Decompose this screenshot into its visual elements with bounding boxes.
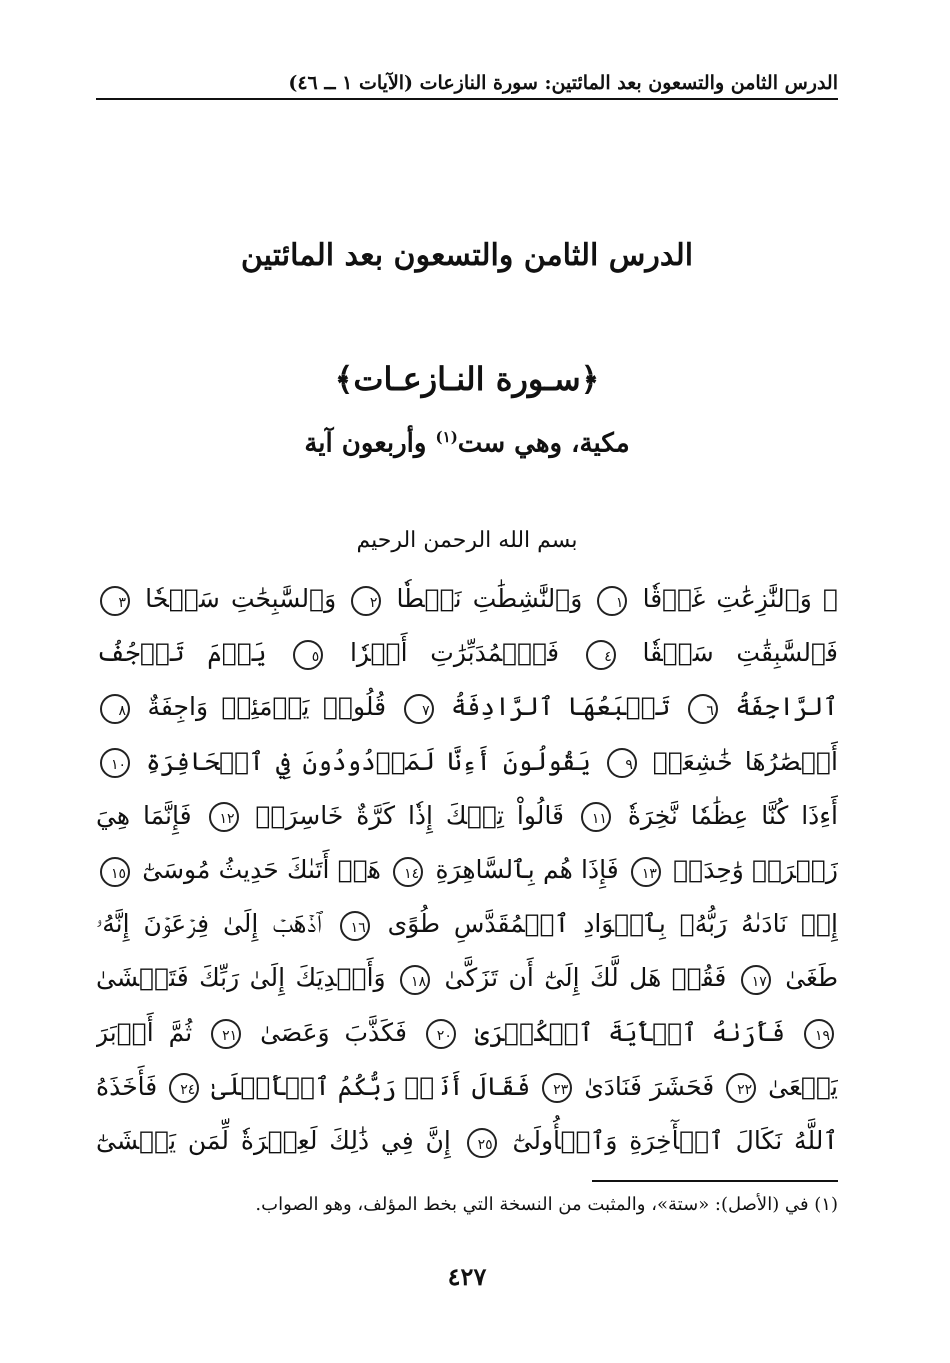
verse-text: وَٱلسَّٰبِحَٰتِ سَبۡحٗا [134,584,337,613]
verse-text: يَوۡمَ تَرۡجُفُ ٱلرَّاجِفَةُ [96,638,838,722]
ayah-number-marker: ١٩ [804,1019,834,1049]
verse-text: فَقُلۡ هَل لَّكَ إِلَىٰٓ أَن تَزَكَّىٰ [434,963,727,993]
verse-text: هَلۡ أَتَىٰكَ حَدِيثُ مُوسَىٰٓ [134,855,381,885]
verse-text: ﴿ وَٱلنَّٰزِعَٰتِ غَرۡقٗا [631,584,838,613]
ayah-number-marker: ٣ [100,586,130,616]
surah-info-suffix: وأربعون آية [304,428,427,459]
ayah-number-marker: ٥ [293,640,323,670]
surah-info-prefix: مكية، وهي ست [457,428,630,459]
verse-text: فَإِنَّمَا هِيَ زَجۡرَةٞ وَٰحِدَةٞ [96,800,838,885]
verse-text: وَأَهۡدِيَكَ إِلَىٰ رَبِّكَ فَتَخۡشَىٰ [96,963,386,993]
ayah-number-marker: ٤ [586,640,616,670]
footnote-divider [592,1180,838,1182]
ayah-number-marker: ١٣ [631,857,661,887]
ayah-number-marker: ١٦ [340,911,370,941]
ayah-number-marker: ٧ [404,694,434,724]
verse-text: فَكَذَّبَ وَعَصَىٰ [245,1017,407,1047]
ayah-number-marker: ١٤ [393,857,423,887]
ayah-number-marker: ٦ [688,694,718,724]
ayah-number-marker: ١٢ [209,802,239,832]
verse-text: إِنَّ فِي ذَٰلِكَ لَعِبۡرَةٗ لِّمَن يَخۡشَىٰٓ [96,1126,451,1156]
ayah-number-marker: ٢٥ [467,1128,497,1158]
verse-text: فَٱلسَّٰبِقَٰتِ سَبۡقٗا [619,638,838,668]
verse-text: فَقَالَ أَنَا۠ رَبُّكُمُ ٱلۡأَعۡلَىٰ [203,1071,531,1101]
ayah-number-marker: ٢٢ [726,1073,756,1103]
verse-text: أَبۡصَٰرُهَا خَٰشِعَةٞ [640,746,838,776]
ayah-number-marker: ٢٤ [169,1073,199,1103]
verse-text: يَقُولُونَ أَءِنَّا لَمَرۡدُودُونَ فِي ٱلۡحَافِرَةِ [134,746,591,776]
verse-text: فَحَشَرَ فَنَادَىٰ [576,1071,715,1101]
verse-text: ثُمَّ أَدۡبَرَ يَسۡعَىٰ [96,1017,838,1101]
footnote-reference[interactable]: (١) [435,428,458,446]
verse-text: فَإِذَا هُم بِٱلسَّاهِرَةِ [427,855,619,885]
verse-text: تَتۡبَعُهَا ٱلرَّادِفَةُ [437,692,671,722]
verse-text: فَأَخَذَهُ ٱللَّهُ نَكَالَ ٱلۡأٓخِرَةِ وَٱلۡأُولَىٰٓ [96,1071,838,1156]
ayah-number-marker: ١ [597,586,627,616]
ayah-number-marker: ١٥ [100,857,130,887]
ayah-number-marker: ١٨ [400,965,430,995]
basmala: بسم الله الرحمن الرحيم [356,528,578,553]
ayah-number-marker: ٨ [100,694,130,724]
surah-info [96,428,838,459]
verse-text: فَٱلۡمُدَبِّرَٰتِ أَمۡرٗا [327,638,560,668]
verse-text: أَءِذَا كُنَّا عِظَٰمٗا نَّخِرَةٗ [614,800,838,830]
verse-text: قَالُواْ تِلۡكَ إِذٗا كَرَّةٌ خَاسِرَةٞ [242,800,564,830]
verse-text: فَأَرَىٰهُ ٱلۡأٓيَةَ ٱلۡكُبۡرَىٰ [459,1017,786,1047]
ayah-number-marker: ١٠ [100,748,130,778]
ayah-number-marker: ٢ [351,586,381,616]
verse-text: قُلُوبٞ يَوۡمَئِذٖ وَاجِفَةٌ [134,692,387,722]
ayah-number-marker: ٢٠ [426,1019,456,1049]
footnote: (١) في (الأصل): «ستة»، والمثبت من النسخة التي بخط المؤلف، وهو الصواب. [255,1194,838,1215]
verse-text: وَٱلنَّٰشِطَٰتِ نَشۡطٗا [385,584,583,613]
verse-text: إِذۡ نَادَىٰهُ رَبُّهُۥ بِٱلۡوَادِ ٱلۡمُقَدَّسِ طُوًى [373,909,838,939]
quran-verses [96,572,838,1162]
ayah-number-marker: ١١ [581,802,611,832]
page-number: ٤٢٧ [447,1262,487,1291]
lesson-title: الدرس الثامن والتسعون بعد المائتين [240,238,694,273]
ayah-number-marker: ٢٣ [542,1073,572,1103]
ayah-number-marker: ١٧ [741,965,771,995]
ayah-number-marker: ٢١ [211,1019,241,1049]
running-header: الدرس الثامن والتسعون بعد المائتين: سورة النازعات (الآيات ١ ــ ٤٦) [96,66,838,100]
ayah-number-marker: ٩ [607,748,637,778]
verse-text: ٱذۡهَبۡ إِلَىٰ فِرۡعَوۡنَ إِنَّهُۥ طَغَىٰ [96,909,838,993]
surah-name: ﴿سـورة النـازعـات﴾ [334,360,600,398]
